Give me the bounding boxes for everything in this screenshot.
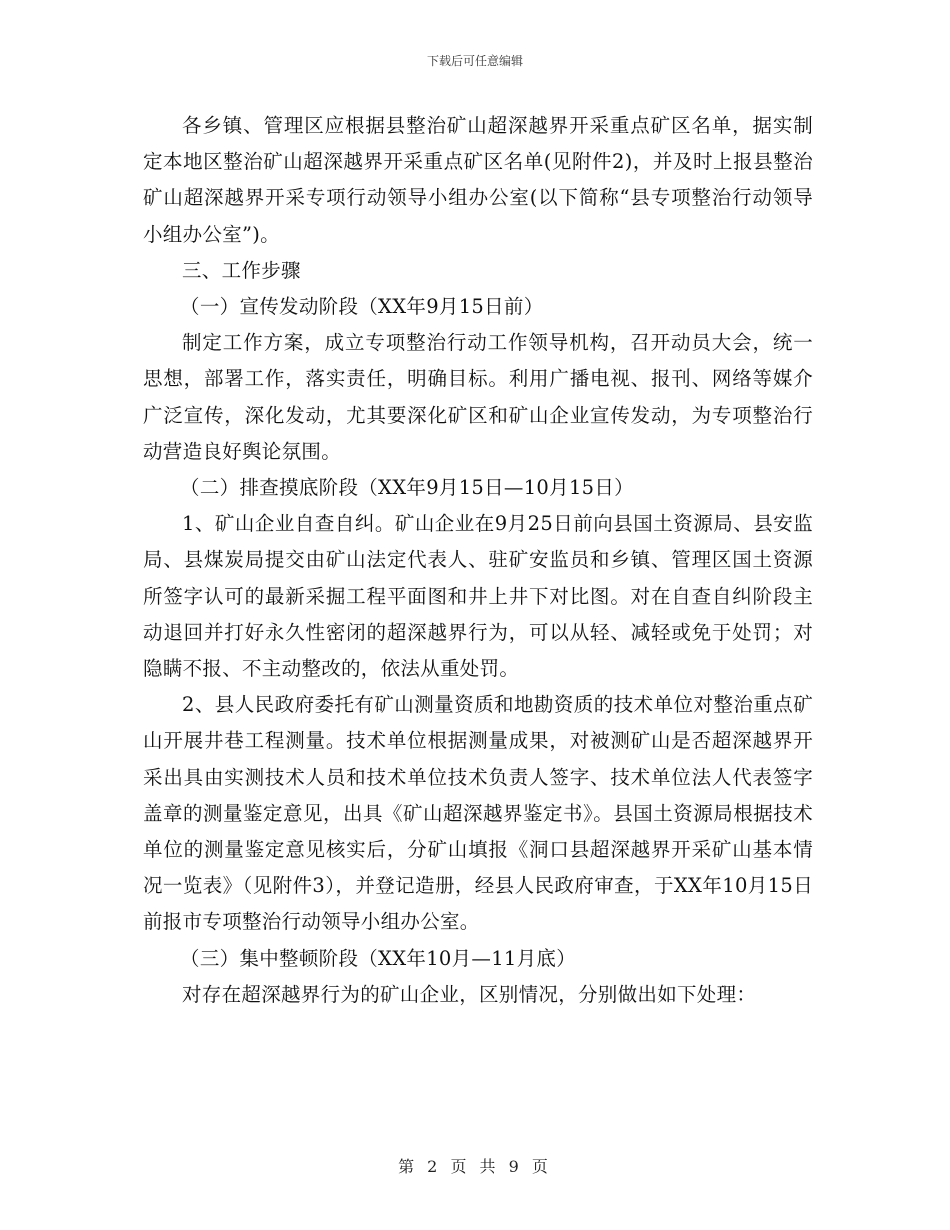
paragraph-mine-list: 各乡镇、管理区应根据县整治矿山超深越界开采重点矿区名单，据实制定本地区整治矿山超深越界开采重点矿区名单(见附件2)，并及时上报县整治矿山超深越界开采专项行动领导小组办公室(以下简称“县专项整治行动领导小组办公室”)。 <box>143 114 813 246</box>
paragraph-survey: 2、县人民政府委托有矿山测量资质和地勘资质的技术单位对整治重点矿山开展井巷工程测量。技术单位根据测量成果，对被测矿山是否超深越界开采出具由实测技术人员和技术单位技术负责人签字、技术单位法人代表签字盖章的测量鉴定意见，出具《矿山超深越界鉴定书》。县国土资源局根据技术单位的测量鉴定意见核实后，分矿山填报《洞口县超深越界开采矿山基本情况一览表》（见附件3），并登记造册，经县人民政府审查，于XX年10月15日前报市专项整治行动领导小组办公室。 <box>143 693 813 934</box>
page-header: 下载后可任意编辑 <box>426 54 523 68</box>
paragraph-publicity: 制定工作方案，成立专项整治行动工作领导机构，召开动员大会，统一思想，部署工作，落实责任，明确目标。利用广播电视、报刊、网络等媒介广泛宣传，深化发动，尤其要深化矿区和矿山企业宣传发动，为专项整治行动营造良好舆论氛围。 <box>143 331 813 463</box>
paragraph-handling: 对存在超深越界行为的矿山企业，区别情况，分别做出如下处理： <box>182 982 757 1006</box>
section-heading-work-steps: 三、工作步骤 <box>182 258 301 282</box>
subheading-investigation-stage: （二）排查摸底阶段（XX年9月15日—10月15日） <box>180 476 634 500</box>
subheading-rectification-stage: （三）集中整顿阶段（XX年10月—11月底） <box>180 946 577 970</box>
page-number: 第 2 页 共 9 页 <box>398 1157 552 1176</box>
subheading-publicity-stage: （一）宣传发动阶段（XX年9月15日前） <box>180 295 544 319</box>
document-body <box>143 108 813 1013</box>
paragraph-self-inspection: 1、矿山企业自查自纠。矿山企业在9月25日前向县国土资源局、县安监局、县煤炭局提交由矿山法定代表人、驻矿安监员和乡镇、管理区国土资源所签字认可的最新采掘工程平面图和井上井下对比图。对在自查自纠阶段主动退回并打好永久性密闭的超深越界行为，可以从轻、减轻或免于处罚；对隐瞒不报、不主动整改的，依法从重处罚。 <box>143 512 813 681</box>
